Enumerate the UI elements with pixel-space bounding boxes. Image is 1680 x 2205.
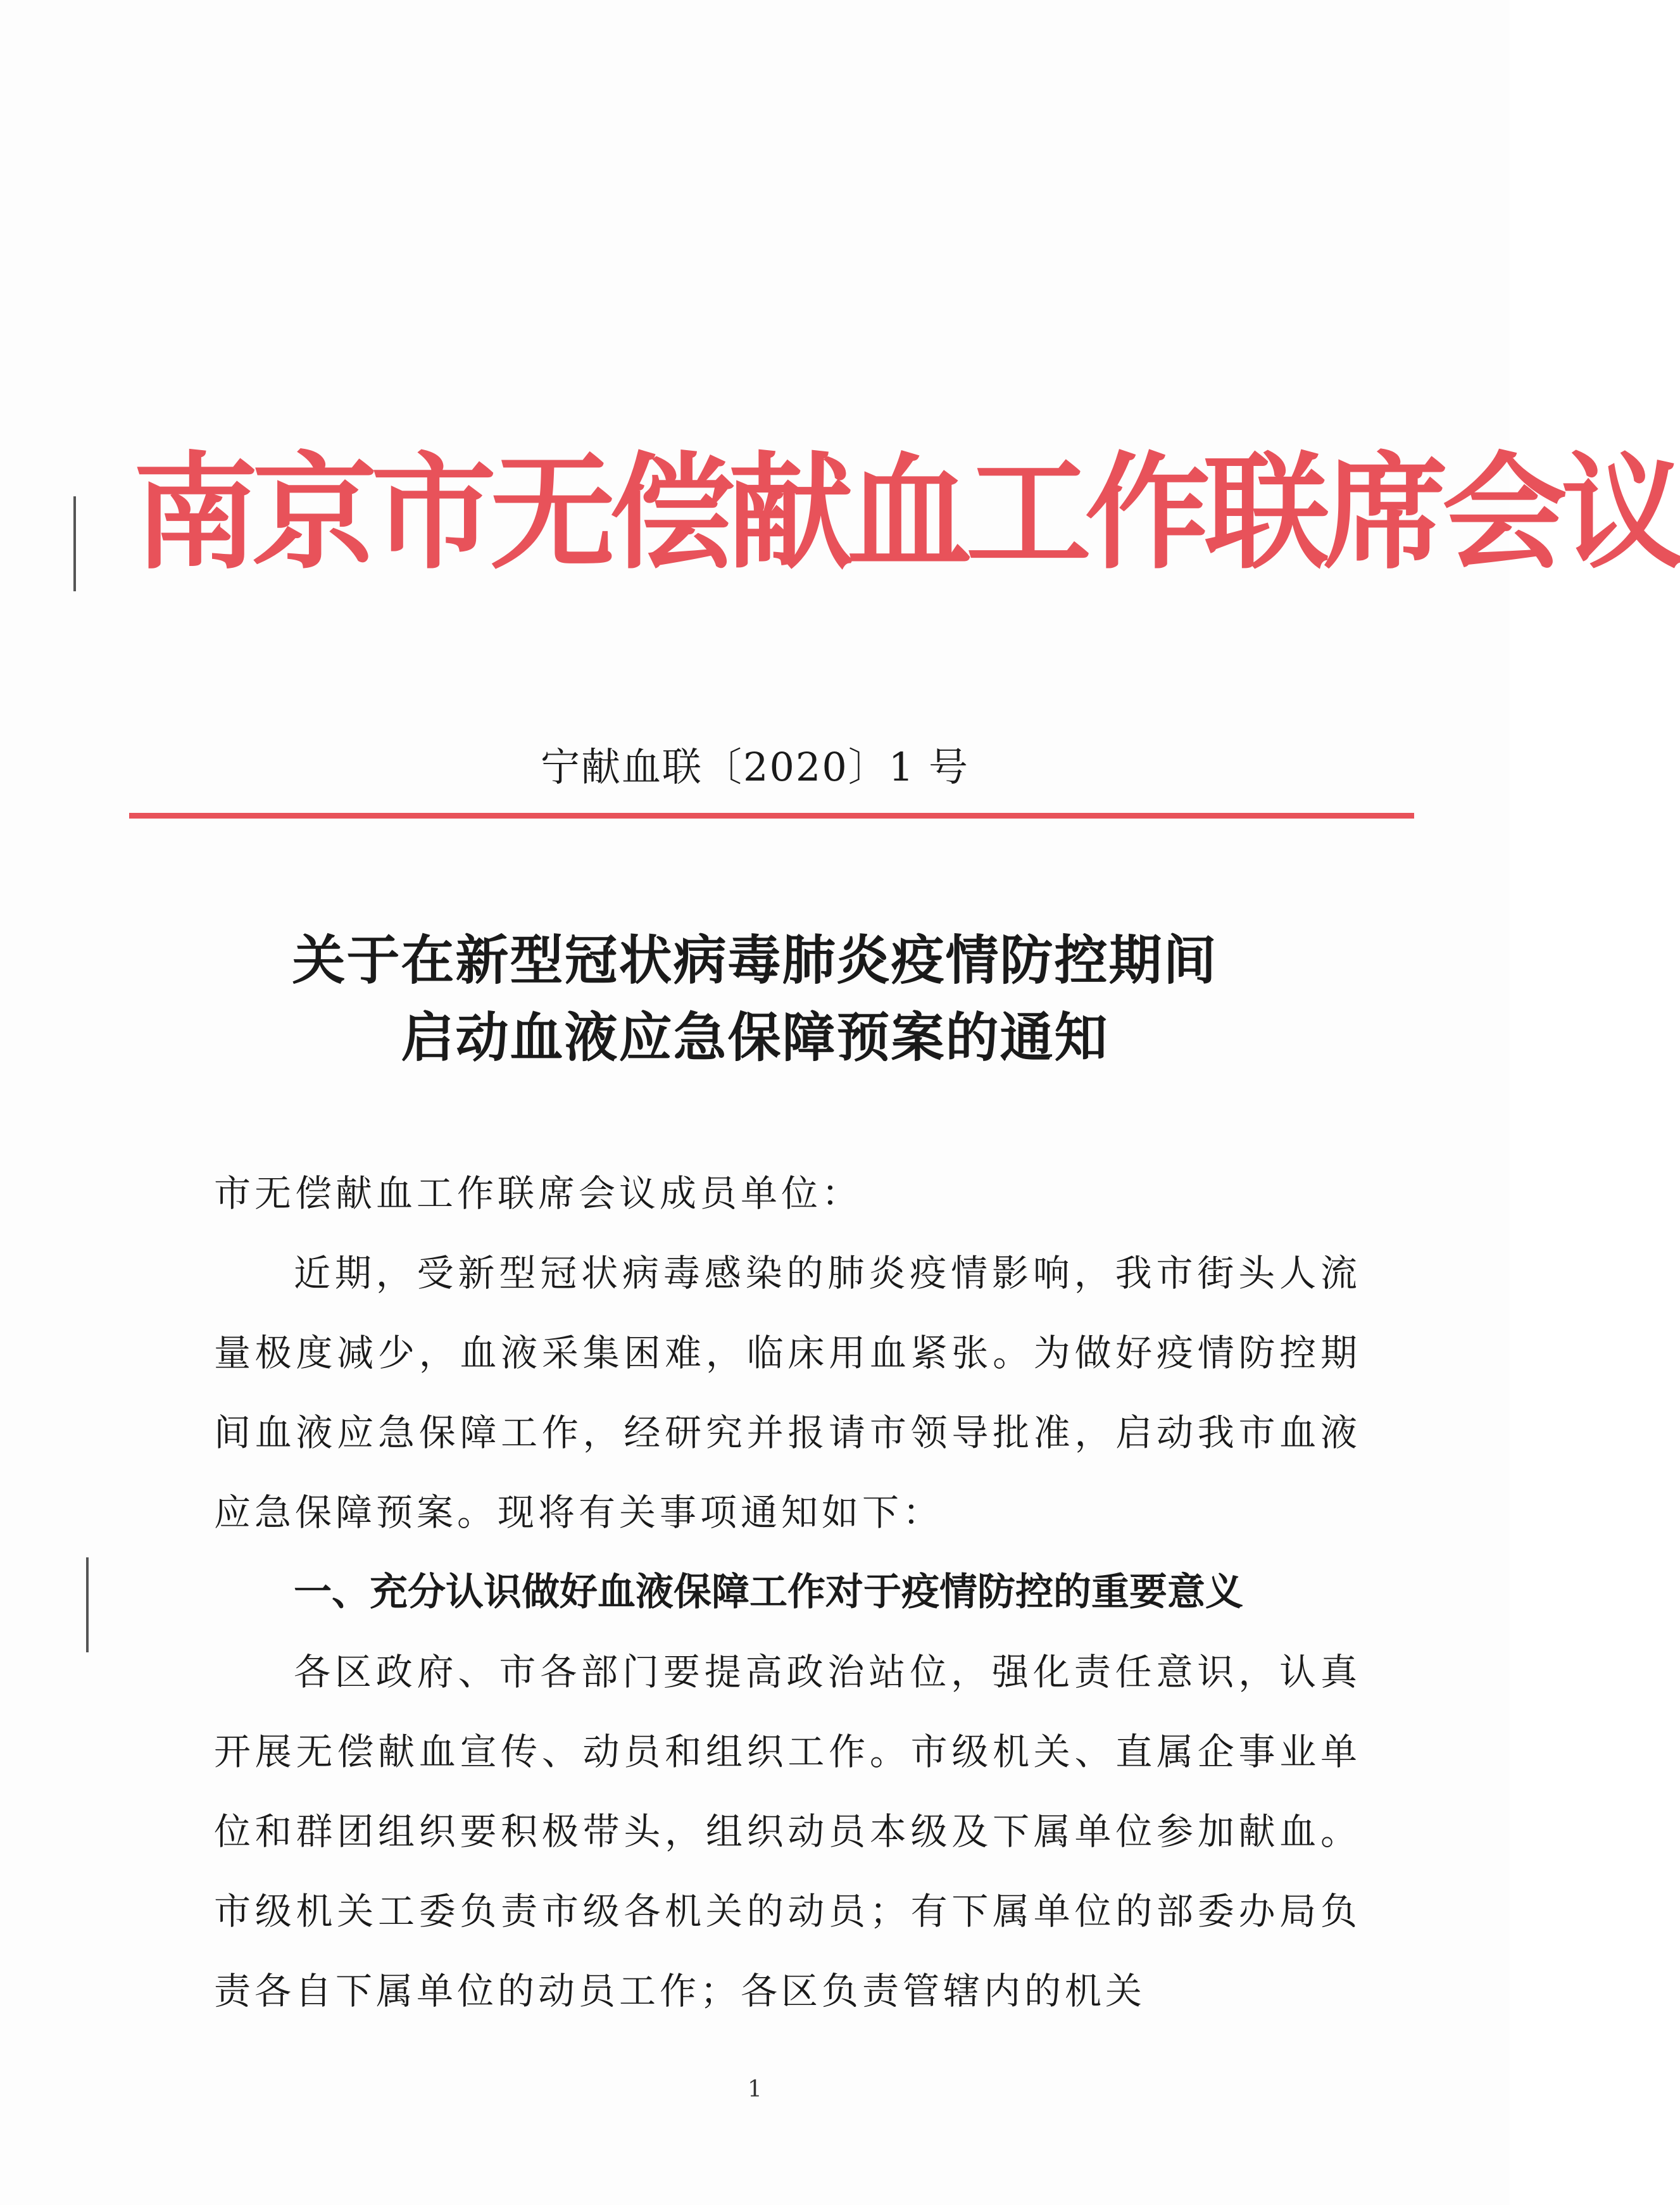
salutation: 市无偿献血工作联席会议成员单位： bbox=[214, 1172, 863, 1215]
red-divider-line bbox=[129, 813, 1414, 819]
section-heading-1: 一、充分认识做好血液保障工作对于疫情防控的重要意义 bbox=[294, 1570, 1243, 1614]
issuing-organization-title: 南京市无偿献血工作联席会议 bbox=[133, 439, 1680, 586]
document-title-line-1: 关于在新型冠状病毒肺炎疫情防控期间 bbox=[292, 929, 1218, 991]
binding-mark bbox=[86, 1557, 89, 1652]
body-paragraph-2: 各区政府、市各部门要提高政治站位，强化责任意识，认真开展无偿献血宣传、动员和组织工作。市级机关、直属企事业单位和群团组织要积极带头，组织动员本级及下属单位参加献血。市级机关工委负责市级各机关的动员；有下属单位的部委办局负责各自下属单位的动员工作；各区负责管辖内的机关 bbox=[214, 1650, 1361, 2013]
page-number: 1 bbox=[748, 2076, 762, 2102]
document-title-line-2: 启动血液应急保障预案的通知 bbox=[401, 1006, 1109, 1069]
document-number: 宁献血联〔2020〕1 号 bbox=[541, 744, 969, 790]
binding-mark bbox=[73, 496, 76, 591]
body-paragraph-1: 近期，受新型冠状病毒感染的肺炎疫情影响，我市街头人流量极度减少，血液采集困难，临床用血紧张。为做好疫情防控期间血液应急保障工作，经研究并报请市领导批准，启动我市血液应急保障预案。现将有关事项通知如下： bbox=[214, 1252, 1361, 1534]
